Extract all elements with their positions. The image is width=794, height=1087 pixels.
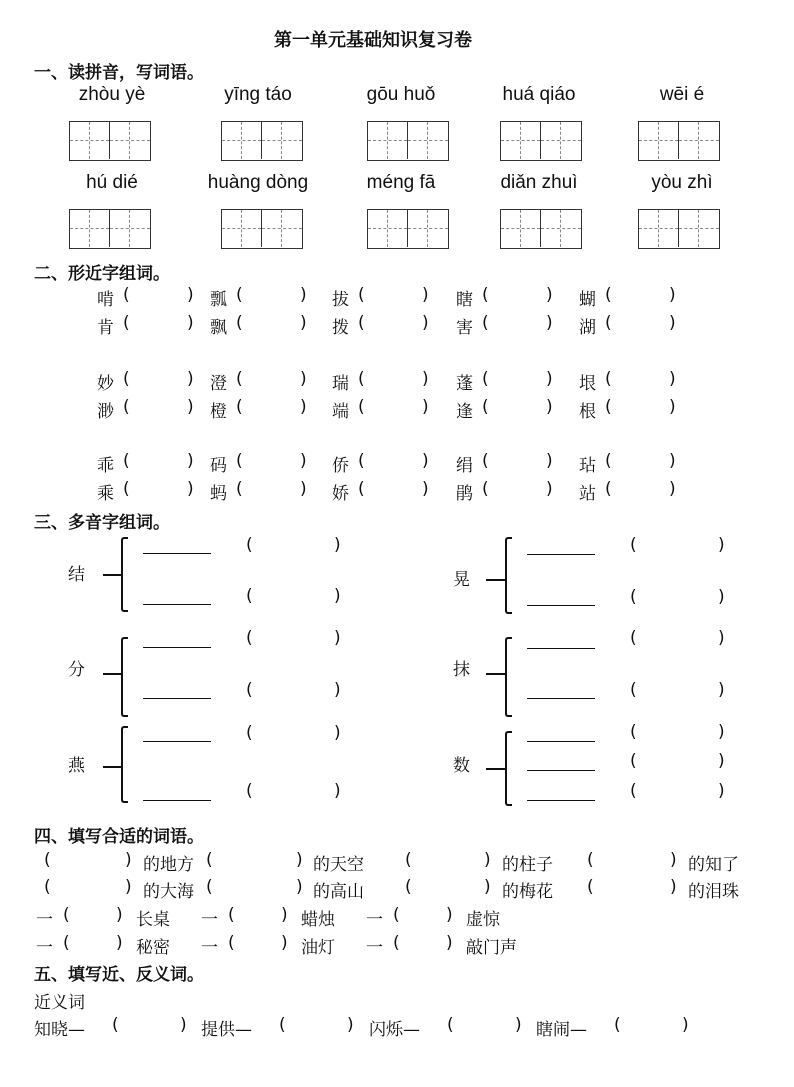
- similar-char: 啃: [97, 290, 114, 310]
- polyphone-char: 抹: [453, 660, 470, 680]
- paren-close: ): [187, 479, 194, 499]
- answer-blank[interactable]: [527, 770, 595, 771]
- paren-open: (: [246, 723, 253, 743]
- page-title: 第一单元基础知识复习卷: [274, 30, 472, 51]
- answer-blank[interactable]: [143, 604, 211, 605]
- paren-close: ): [546, 285, 553, 305]
- paren-open: (: [630, 781, 637, 801]
- paren-open: (: [358, 313, 365, 333]
- paren-open: (: [236, 369, 243, 389]
- paren-close: ): [670, 877, 677, 897]
- answer-slot[interactable]: [76, 907, 114, 925]
- answer-slot[interactable]: [619, 371, 665, 389]
- paren-close: ): [300, 313, 307, 333]
- pinyin-label: hú dié: [86, 172, 138, 193]
- paren-close: ): [296, 850, 303, 870]
- answer-slot[interactable]: [372, 315, 418, 333]
- similar-char: 瞎: [456, 290, 473, 310]
- paren-close: ): [669, 313, 676, 333]
- answer-blank[interactable]: [143, 553, 211, 554]
- answer-blank[interactable]: [527, 648, 595, 649]
- descriptive-noun: 的地方: [143, 855, 194, 875]
- pinyin-label: yīng táo: [224, 84, 292, 105]
- paren-close: ): [125, 877, 132, 897]
- paren-close: ): [446, 905, 453, 925]
- paren-open: (: [63, 905, 70, 925]
- writing-grid[interactable]: [500, 121, 582, 161]
- answer-blank[interactable]: [527, 741, 595, 742]
- yi-prefix: 一: [201, 910, 218, 930]
- answer-slot[interactable]: [619, 315, 665, 333]
- paren-close: ): [718, 722, 725, 742]
- answer-slot[interactable]: [419, 852, 482, 870]
- brace: [121, 637, 128, 717]
- paren-open: (: [630, 587, 637, 607]
- paren-open: (: [630, 628, 637, 648]
- brace: [505, 637, 512, 717]
- pinyin-label: méng fā: [366, 172, 436, 193]
- answer-slot[interactable]: [496, 481, 542, 499]
- paren-open: (: [358, 451, 365, 471]
- paren-close: ): [300, 479, 307, 499]
- paren-open: (: [358, 397, 365, 417]
- paren-close: ): [669, 369, 676, 389]
- similar-char: 玷: [579, 456, 596, 476]
- similar-char: 瑞: [332, 374, 349, 394]
- paren-close: ): [546, 451, 553, 471]
- pinyin-label: huá qiáo: [502, 84, 576, 105]
- paren-open: (: [228, 905, 235, 925]
- pinyin-label: yòu zhì: [651, 172, 713, 193]
- answer-slot[interactable]: [372, 481, 418, 499]
- paren-close: ): [300, 369, 307, 389]
- descriptive-noun: 的高山: [313, 882, 364, 902]
- similar-char: 根: [579, 402, 596, 422]
- paren-open: (: [236, 397, 243, 417]
- paren-open: (: [482, 479, 489, 499]
- answer-slot[interactable]: [220, 852, 294, 870]
- paren-open: (: [123, 397, 130, 417]
- brace: [505, 731, 512, 806]
- answer-slot[interactable]: [372, 453, 418, 471]
- paren-open: (: [482, 451, 489, 471]
- synonym-label: 近义词: [34, 993, 85, 1013]
- paren-open: (: [236, 451, 243, 471]
- paren-close: ): [718, 587, 725, 607]
- paren-open: (: [123, 479, 130, 499]
- answer-slot[interactable]: [619, 453, 665, 471]
- paren-open: (: [405, 850, 412, 870]
- paren-open: (: [605, 369, 612, 389]
- paren-open: (: [482, 285, 489, 305]
- paren-open: (: [630, 722, 637, 742]
- measure-noun: 油灯: [301, 938, 335, 958]
- paren-close: ): [515, 1015, 522, 1035]
- brace-stub: [486, 579, 505, 581]
- similar-char: 乖: [97, 456, 114, 476]
- brace: [121, 726, 128, 803]
- answer-slot[interactable]: [372, 287, 418, 305]
- paren-close: ): [422, 397, 429, 417]
- paren-close: ): [669, 285, 676, 305]
- paren-open: (: [605, 451, 612, 471]
- similar-char: 湖: [579, 318, 596, 338]
- paren-close: ): [187, 369, 194, 389]
- writing-grid[interactable]: [69, 121, 151, 161]
- paren-open: (: [228, 933, 235, 953]
- answer-slot[interactable]: [137, 399, 183, 417]
- similar-char: 鹃: [456, 484, 473, 504]
- answer-slot[interactable]: [293, 1017, 345, 1035]
- similar-char: 拨: [332, 318, 349, 338]
- paren-close: ): [334, 723, 341, 743]
- writing-grid[interactable]: [638, 209, 720, 249]
- similar-char: 害: [456, 318, 473, 338]
- paren-close: ): [718, 628, 725, 648]
- paren-open: (: [405, 877, 412, 897]
- paren-close: ): [546, 313, 553, 333]
- similar-char: 飘: [210, 318, 227, 338]
- answer-slot[interactable]: [137, 371, 183, 389]
- answer-slot[interactable]: [406, 907, 444, 925]
- writing-grid[interactable]: [367, 209, 449, 249]
- paren-open: (: [44, 877, 51, 897]
- paren-close: ): [669, 397, 676, 417]
- pinyin-label: gōu huǒ: [366, 84, 436, 105]
- paren-open: (: [605, 313, 612, 333]
- brace-stub: [103, 673, 121, 675]
- paren-open: (: [246, 535, 253, 555]
- paren-open: (: [206, 877, 213, 897]
- paren-open: (: [236, 313, 243, 333]
- answer-slot[interactable]: [250, 399, 296, 417]
- brace: [121, 537, 128, 612]
- answer-slot[interactable]: [250, 481, 296, 499]
- paren-close: ): [422, 313, 429, 333]
- similar-char: 乘: [97, 484, 114, 504]
- similar-char: 橙: [210, 402, 227, 422]
- similar-char: 绢: [456, 456, 473, 476]
- paren-open: (: [123, 369, 130, 389]
- pinyin-label: wēi é: [659, 84, 705, 105]
- paren-close: ): [334, 535, 341, 555]
- paren-open: (: [246, 586, 253, 606]
- yi-prefix: 一: [36, 938, 53, 958]
- answer-slot[interactable]: [628, 1017, 680, 1035]
- writing-grid[interactable]: [221, 209, 303, 249]
- paren-open: (: [236, 285, 243, 305]
- paren-close: ): [334, 680, 341, 700]
- polyphone-char: 结: [68, 565, 85, 585]
- answer-blank[interactable]: [143, 741, 211, 742]
- brace-stub: [486, 768, 505, 770]
- paren-open: (: [482, 369, 489, 389]
- paren-close: ): [484, 877, 491, 897]
- descriptive-noun: 的柱子: [502, 855, 553, 875]
- yi-prefix: 一: [366, 938, 383, 958]
- similar-char: 娇: [332, 484, 349, 504]
- similar-char: 瓢: [210, 290, 227, 310]
- answer-slot[interactable]: [406, 935, 444, 953]
- paren-close: ): [718, 535, 725, 555]
- synonym-word: 闪烁—: [369, 1020, 420, 1040]
- answer-slot[interactable]: [496, 371, 542, 389]
- measure-noun: 长桌: [136, 910, 170, 930]
- section-4-heading: 四、填写合适的词语。: [34, 827, 204, 847]
- brace: [505, 537, 512, 614]
- paren-open: (: [246, 680, 253, 700]
- paren-close: ): [422, 479, 429, 499]
- similar-char: 拔: [332, 290, 349, 310]
- answer-slot[interactable]: [461, 1017, 513, 1035]
- answer-slot[interactable]: [250, 453, 296, 471]
- similar-char: 端: [332, 402, 349, 422]
- answer-slot[interactable]: [496, 399, 542, 417]
- answer-slot[interactable]: [372, 371, 418, 389]
- pinyin-label: diǎn zhuì: [500, 172, 578, 193]
- similar-char: 蝴: [579, 290, 596, 310]
- similar-char: 码: [210, 456, 227, 476]
- polyphone-char: 晃: [453, 570, 470, 590]
- paren-open: (: [246, 781, 253, 801]
- paren-close: ): [670, 850, 677, 870]
- answer-slot[interactable]: [137, 287, 183, 305]
- paren-close: ): [718, 680, 725, 700]
- paren-open: (: [358, 285, 365, 305]
- answer-slot[interactable]: [619, 481, 665, 499]
- paren-open: (: [393, 905, 400, 925]
- paren-close: ): [334, 781, 341, 801]
- answer-blank[interactable]: [527, 605, 595, 606]
- paren-close: ): [300, 451, 307, 471]
- similar-char: 蓬: [456, 374, 473, 394]
- paren-open: (: [393, 933, 400, 953]
- answer-slot[interactable]: [250, 287, 296, 305]
- measure-noun: 虚惊: [466, 910, 500, 930]
- descriptive-noun: 的天空: [313, 855, 364, 875]
- paren-open: (: [206, 850, 213, 870]
- paren-open: (: [482, 313, 489, 333]
- paren-close: ): [546, 369, 553, 389]
- paren-open: (: [447, 1015, 454, 1035]
- paren-open: (: [630, 535, 637, 555]
- paren-close: ): [422, 451, 429, 471]
- answer-slot[interactable]: [250, 371, 296, 389]
- answer-slot[interactable]: [601, 852, 668, 870]
- measure-noun: 蜡烛: [301, 910, 335, 930]
- paren-open: (: [630, 680, 637, 700]
- writing-grid[interactable]: [221, 121, 303, 161]
- pinyin-label: zhòu yè: [78, 84, 146, 105]
- answer-blank[interactable]: [143, 800, 211, 801]
- answer-slot[interactable]: [250, 315, 296, 333]
- answer-slot[interactable]: [496, 453, 542, 471]
- answer-slot[interactable]: [137, 315, 183, 333]
- paren-open: (: [358, 479, 365, 499]
- paren-close: ): [300, 397, 307, 417]
- yi-prefix: 一: [366, 910, 383, 930]
- paren-open: (: [236, 479, 243, 499]
- paren-close: ): [669, 479, 676, 499]
- synonym-word: 瞎闹—: [536, 1020, 587, 1040]
- section-5-heading: 五、填写近、反义词。: [34, 965, 204, 985]
- similar-char: 肯: [97, 318, 114, 338]
- paren-open: (: [630, 751, 637, 771]
- paren-open: (: [123, 451, 130, 471]
- paren-close: ): [116, 905, 123, 925]
- paren-close: ): [187, 397, 194, 417]
- paren-open: (: [44, 850, 51, 870]
- answer-slot[interactable]: [601, 879, 668, 897]
- paren-open: (: [246, 628, 253, 648]
- answer-slot[interactable]: [496, 315, 542, 333]
- answer-slot[interactable]: [419, 879, 482, 897]
- paren-close: ): [682, 1015, 689, 1035]
- answer-blank[interactable]: [527, 698, 595, 699]
- paren-close: ): [718, 751, 725, 771]
- brace-stub: [103, 574, 121, 576]
- paren-close: ): [187, 313, 194, 333]
- paren-open: (: [614, 1015, 621, 1035]
- answer-slot[interactable]: [619, 287, 665, 305]
- polyphone-char: 数: [453, 756, 470, 776]
- answer-slot[interactable]: [137, 453, 183, 471]
- brace-stub: [486, 673, 505, 675]
- paren-close: ): [446, 933, 453, 953]
- descriptive-noun: 的梅花: [502, 882, 553, 902]
- paren-close: ): [180, 1015, 187, 1035]
- paren-close: ): [125, 850, 132, 870]
- answer-slot[interactable]: [137, 481, 183, 499]
- similar-char: 蚂: [210, 484, 227, 504]
- paren-open: (: [112, 1015, 119, 1035]
- section-2-heading: 二、形近字组词。: [34, 264, 170, 284]
- polyphone-char: 燕: [68, 756, 85, 776]
- answer-slot[interactable]: [372, 399, 418, 417]
- measure-noun: 秘密: [136, 938, 170, 958]
- paren-open: (: [482, 397, 489, 417]
- answer-slot[interactable]: [496, 287, 542, 305]
- answer-blank[interactable]: [527, 800, 595, 801]
- answer-blank[interactable]: [143, 647, 211, 648]
- paren-close: ): [187, 285, 194, 305]
- answer-slot[interactable]: [220, 879, 294, 897]
- section-1-heading: 一、读拼音，写词语。: [34, 63, 204, 83]
- paren-close: ): [334, 628, 341, 648]
- similar-char: 站: [579, 484, 596, 504]
- paren-open: (: [279, 1015, 286, 1035]
- answer-slot[interactable]: [126, 1017, 178, 1035]
- descriptive-noun: 的泪珠: [688, 882, 739, 902]
- brace-stub: [103, 766, 121, 768]
- writing-grid[interactable]: [367, 121, 449, 161]
- paren-close: ): [334, 586, 341, 606]
- writing-grid[interactable]: [69, 209, 151, 249]
- synonym-word: 提供—: [201, 1020, 252, 1040]
- polyphone-char: 分: [68, 660, 85, 680]
- paren-close: ): [281, 905, 288, 925]
- descriptive-noun: 的大海: [143, 882, 194, 902]
- paren-open: (: [587, 877, 594, 897]
- paren-open: (: [123, 313, 130, 333]
- paren-close: ): [546, 397, 553, 417]
- similar-char: 妙: [97, 374, 114, 394]
- answer-slot[interactable]: [58, 879, 123, 897]
- descriptive-noun: 的知了: [688, 855, 739, 875]
- paren-close: ): [484, 850, 491, 870]
- section-3-heading: 三、多音字组词。: [34, 513, 170, 533]
- paren-open: (: [123, 285, 130, 305]
- paren-close: ): [300, 285, 307, 305]
- similar-char: 澄: [210, 374, 227, 394]
- paren-close: ): [281, 933, 288, 953]
- paren-open: (: [605, 479, 612, 499]
- writing-grid[interactable]: [500, 209, 582, 249]
- paren-close: ): [187, 451, 194, 471]
- paren-close: ): [718, 781, 725, 801]
- yi-prefix: 一: [201, 938, 218, 958]
- writing-grid[interactable]: [638, 121, 720, 161]
- paren-open: (: [587, 850, 594, 870]
- answer-slot[interactable]: [58, 852, 123, 870]
- yi-prefix: 一: [36, 910, 53, 930]
- paren-close: ): [546, 479, 553, 499]
- similar-char: 逢: [456, 402, 473, 422]
- paren-close: ): [116, 933, 123, 953]
- similar-char: 侨: [332, 456, 349, 476]
- answer-slot[interactable]: [76, 935, 114, 953]
- answer-slot[interactable]: [619, 399, 665, 417]
- paren-open: (: [605, 285, 612, 305]
- paren-open: (: [358, 369, 365, 389]
- pinyin-label: huàng dòng: [207, 172, 309, 193]
- paren-close: ): [347, 1015, 354, 1035]
- paren-close: ): [296, 877, 303, 897]
- paren-open: (: [63, 933, 70, 953]
- paren-close: ): [422, 369, 429, 389]
- answer-slot[interactable]: [241, 907, 279, 925]
- similar-char: 渺: [97, 402, 114, 422]
- synonym-word: 知晓—: [34, 1020, 85, 1040]
- paren-open: (: [605, 397, 612, 417]
- answer-blank[interactable]: [143, 698, 211, 699]
- answer-slot[interactable]: [241, 935, 279, 953]
- measure-noun: 敲门声: [466, 938, 517, 958]
- similar-char: 垠: [579, 374, 596, 394]
- answer-blank[interactable]: [527, 554, 595, 555]
- paren-close: ): [669, 451, 676, 471]
- paren-close: ): [422, 285, 429, 305]
